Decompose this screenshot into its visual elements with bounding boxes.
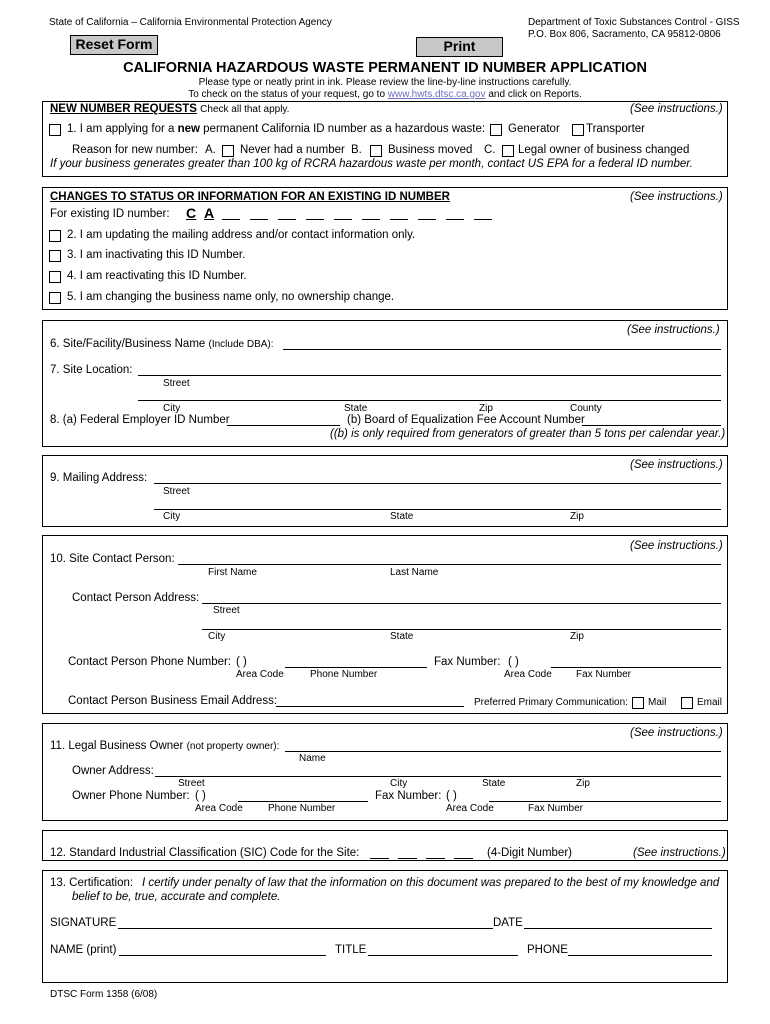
area-code-paren: ( ) xyxy=(195,790,206,802)
contact-fax-label: Fax Number: xyxy=(434,656,501,668)
print-button[interactable]: Print xyxy=(416,37,503,57)
changes-heading: CHANGES TO STATUS OR INFORMATION FOR AN EXISTING ID NUMBER xyxy=(50,191,450,203)
state-caption: State xyxy=(390,511,414,522)
see-instructions: (See instructions.) xyxy=(630,459,723,471)
id-digit-input[interactable] xyxy=(278,219,296,220)
item2-checkbox[interactable] xyxy=(49,230,61,242)
owner-name-input[interactable] xyxy=(285,751,721,752)
id-prefix-c: C xyxy=(186,205,197,221)
existing-id-label: For existing ID number: xyxy=(50,208,170,220)
zip-caption: Zip xyxy=(570,511,584,522)
state-caption: State xyxy=(390,631,414,642)
contact-address-label: Contact Person Address: xyxy=(72,592,200,604)
generator-checkbox[interactable] xyxy=(490,124,502,136)
fax-area-code-paren: ( ) xyxy=(508,656,519,668)
see-instructions: (See instructions.) xyxy=(630,103,723,115)
id-digit-input[interactable] xyxy=(334,219,352,220)
mailing-city-state-zip-input[interactable] xyxy=(154,509,721,510)
sic-digit-input[interactable] xyxy=(370,858,389,859)
sic-digit-input[interactable] xyxy=(426,858,445,859)
item4-label: 4. I am reactivating this ID Number. xyxy=(67,270,247,282)
preferred-communication-label: Preferred Primary Communication: xyxy=(474,697,628,708)
item2-label: 2. I am updating the mailing address and/or contact information only. xyxy=(67,229,416,241)
rcra-note: If your business generates greater than 100 kg of RCRA hazardous waste per month, contact US EPA for a federal ID number. xyxy=(50,158,693,170)
transporter-checkbox[interactable] xyxy=(572,124,584,136)
mail-label: Mail xyxy=(648,697,667,708)
id-digit-input[interactable] xyxy=(446,219,464,220)
contact-city-state-zip-input[interactable] xyxy=(202,629,721,630)
contact-phone-input[interactable] xyxy=(285,667,427,668)
owner-phone-input[interactable] xyxy=(238,801,368,802)
sic-digit-input[interactable] xyxy=(398,858,417,859)
item3-checkbox[interactable] xyxy=(49,250,61,262)
mailing-section xyxy=(42,455,728,527)
item8a-label: 8. (a) Federal Employer ID Number xyxy=(50,414,230,426)
zip-caption: Zip xyxy=(576,778,590,789)
area-code-caption: Area Code xyxy=(236,669,284,680)
mail-checkbox[interactable] xyxy=(632,697,644,709)
see-instructions: (See instructions.) xyxy=(633,847,726,859)
area-code-caption: Area Code xyxy=(446,803,494,814)
signature-label: SIGNATURE xyxy=(50,917,117,929)
city-caption: City xyxy=(390,778,408,789)
reason-b-checkbox[interactable] xyxy=(370,145,382,157)
id-digit-input[interactable] xyxy=(390,219,408,220)
reason-b-letter: B. xyxy=(351,144,362,156)
reason-c-label: Legal owner of business changed xyxy=(518,144,690,156)
fax-area-code-paren: ( ) xyxy=(446,790,457,802)
site-city-state-zip-input[interactable] xyxy=(138,400,721,401)
item12-label: 12. Standard Industrial Classification (SIC) Code for the Site: xyxy=(50,847,360,859)
page-title: CALIFORNIA HAZARDOUS WASTE PERMANENT ID NUMBER APPLICATION xyxy=(123,60,647,76)
sic-digits-note: (4-Digit Number) xyxy=(487,847,572,859)
zip-caption: Zip xyxy=(479,403,493,414)
new-number-heading: NEW NUMBER REQUESTS Check all that apply. xyxy=(50,103,290,115)
city-caption: City xyxy=(163,511,181,522)
title-input[interactable] xyxy=(368,955,518,956)
owner-phone-label: Owner Phone Number: xyxy=(72,790,190,802)
item8b-label: (b) Board of Equalization Fee Account Number xyxy=(347,414,585,426)
street-caption: Street xyxy=(213,605,240,616)
id-digit-input[interactable] xyxy=(418,219,436,220)
reason-a-checkbox[interactable] xyxy=(222,145,234,157)
reason-label: Reason for new number: xyxy=(72,144,198,156)
name-print-input[interactable] xyxy=(119,955,326,956)
id-prefix-a: A xyxy=(204,205,215,221)
site-street-input[interactable] xyxy=(138,375,721,376)
hwts-link[interactable]: www.hwts.dtsc.ca.gov xyxy=(387,89,486,100)
agency-name: State of California – California Environmental Protection Agency xyxy=(49,17,332,28)
fax-number-caption: Fax Number xyxy=(528,803,584,814)
item11-label: 11. Legal Business Owner (not property owner): xyxy=(50,740,280,752)
phone-input[interactable] xyxy=(568,955,712,956)
dept-address: P.O. Box 806, Sacramento, CA 95812-0806 xyxy=(528,29,721,40)
date-input[interactable] xyxy=(524,928,712,929)
reason-c-checkbox[interactable] xyxy=(502,145,514,157)
street-caption: Street xyxy=(163,378,190,389)
item1-text: 1. I am applying for a new permanent California ID number as a hazardous waste: xyxy=(67,123,486,135)
item6-label: 6. Site/Facility/Business Name (Include DBA): xyxy=(50,338,274,350)
contact-phone-label: Contact Person Phone Number: xyxy=(68,656,232,668)
owner-fax-label: Fax Number: xyxy=(375,790,442,802)
area-code-caption: Area Code xyxy=(195,803,243,814)
date-label: DATE xyxy=(493,917,523,929)
owner-address-label: Owner Address: xyxy=(72,765,154,777)
id-digit-input[interactable] xyxy=(474,219,492,220)
phone-number-caption: Phone Number xyxy=(268,803,336,814)
zip-caption: Zip xyxy=(570,631,584,642)
business-name-input[interactable] xyxy=(283,349,721,350)
email-checkbox[interactable] xyxy=(681,697,693,709)
email-label: Email xyxy=(697,697,723,708)
id-digit-input[interactable] xyxy=(306,219,324,220)
boe-fee-account-input[interactable] xyxy=(582,425,721,426)
item5-checkbox[interactable] xyxy=(49,292,61,304)
status-check-line: To check on the status of your request, go to www.hwts.dtsc.ca.gov and click on Reports. xyxy=(188,89,582,100)
id-digit-input[interactable] xyxy=(362,219,380,220)
see-instructions: (See instructions.) xyxy=(630,727,723,739)
city-caption: City xyxy=(163,403,181,414)
reason-b-label: Business moved xyxy=(388,144,473,156)
fax-number-caption: Fax Number xyxy=(576,669,632,680)
item5-label: 5. I am changing the business name only, no ownership change. xyxy=(67,291,395,303)
new-number-checkbox[interactable] xyxy=(49,124,61,136)
reset-form-button[interactable]: Reset Form xyxy=(70,35,158,55)
item13-label: 13. Certification: xyxy=(50,877,134,889)
certification-text-2: belief to be, true, accurate and complete. xyxy=(72,891,281,903)
contact-fax-input[interactable] xyxy=(551,667,721,668)
reason-c-letter: C. xyxy=(484,144,496,156)
contact-name-input[interactable] xyxy=(178,564,721,565)
phone-number-caption: Phone Number xyxy=(310,669,378,680)
dept-name: Department of Toxic Substances Control - GISS xyxy=(528,17,740,28)
state-caption: State xyxy=(482,778,506,789)
name-caption: Name xyxy=(299,753,326,764)
federal-employer-id-input[interactable] xyxy=(227,425,340,426)
owner-fax-input[interactable] xyxy=(489,801,721,802)
contact-email-label: Contact Person Business Email Address: xyxy=(68,695,278,707)
contact-street-input[interactable] xyxy=(202,603,721,604)
city-caption: City xyxy=(208,631,226,642)
state-caption: State xyxy=(344,403,368,414)
county-caption: County xyxy=(570,403,602,414)
name-print-label: NAME (print) xyxy=(50,944,117,956)
see-instructions: (See instructions.) xyxy=(630,191,723,203)
item8-note: ((b) is only required from generators of greater than 5 tons per calendar year.) xyxy=(330,428,726,440)
item7-label: 7. Site Location: xyxy=(50,364,133,376)
reason-a-letter: A. xyxy=(205,144,216,156)
phone-label: PHONE xyxy=(527,944,568,956)
area-code-paren: ( ) xyxy=(236,656,247,668)
street-caption: Street xyxy=(163,486,190,497)
first-name-caption: First Name xyxy=(208,567,257,578)
id-digit-input[interactable] xyxy=(222,219,240,220)
form-id: DTSC Form 1358 (6/08) xyxy=(50,989,158,1000)
generator-label: Generator xyxy=(508,123,560,135)
item10-label: 10. Site Contact Person: xyxy=(50,553,175,565)
sic-digit-input[interactable] xyxy=(454,858,473,859)
item3-label: 3. I am inactivating this ID Number. xyxy=(67,249,246,261)
item9-label: 9. Mailing Address: xyxy=(50,472,148,484)
contact-email-input[interactable] xyxy=(276,706,464,707)
owner-address-input[interactable] xyxy=(155,776,721,777)
see-instructions: (See instructions.) xyxy=(627,324,720,336)
see-instructions: (See instructions.) xyxy=(630,540,723,552)
reason-a-label: Never had a number xyxy=(240,144,345,156)
id-digit-input[interactable] xyxy=(250,219,268,220)
last-name-caption: Last Name xyxy=(390,567,439,578)
mailing-street-input[interactable] xyxy=(154,483,721,484)
item4-checkbox[interactable] xyxy=(49,271,61,283)
area-code-caption: Area Code xyxy=(504,669,552,680)
instructions-line: Please type or neatly print in ink. Please review the line-by-line instructions carefully. xyxy=(198,77,572,88)
transporter-label: Transporter xyxy=(586,123,646,135)
certification-text-1: I certify under penalty of law that the information on this document was prepared to the best of my knowledge and xyxy=(142,877,720,889)
street-caption: Street xyxy=(178,778,205,789)
title-label: TITLE xyxy=(335,944,367,956)
signature-input[interactable] xyxy=(118,928,493,929)
